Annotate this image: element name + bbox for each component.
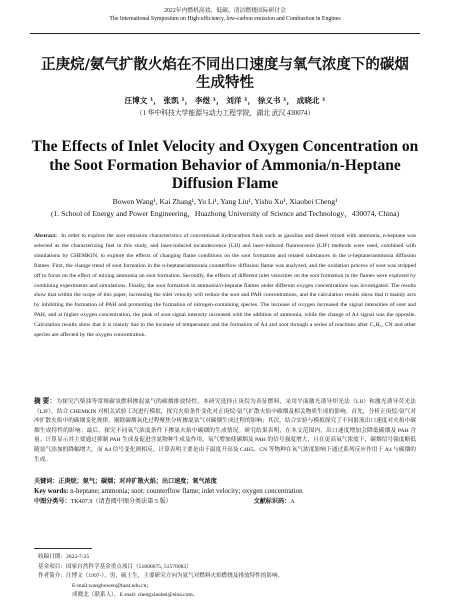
abstract-text-cn: 为探究汽柴油等常规碳氢燃料掺混氨气的碳烟排放特性，本研究选择正庚烷为表征燃料，采用平面激光诱导炽光法（LII）和激光诱导荧光法（LIF），结合 CHEMKIN 对相关试验工况进行模拟，探究火焰条件变化对正庚烷/氨气扩散火焰中碳烟及相关物质生成的影响。首先，分析正庚烷/氨气对冲扩散火焰中的碳烟变化规律，剔除碳烟氧化过程聚焦分析掺混氨气对碳烟生成过程的影响；其次，结合实验与模拟探究了不同射流出口速度对火焰中碳烟生成特性的影响；最后，探究不同氧气浓度条件下掺氨火焰中碳烟的生成情况。研究结果表明，在本文范围内，出口速度增加会降低碳烟及 PAH 含量。计算显示其主要通过抑制 PAH 生成及促进含氮物种生成及作用。氧气增加使碳烟及 PAH 的信号强度增大，且在更高氧气浓度下，碳烟信号强度略低随氨气添加的降幅增大，而 A4 信号变化则相反。计算表明主要是由于温度升高及 C4H5、CN 等物种在氧气浓度影响下通过系列反应作用于 A4 与碳烟的生成。 [34,399,416,463]
keywords-label-cn: 关键词： [34,478,59,485]
footnote-author-bio: 作者简介：汪博文（1997-），男，硕士生，主要研究方向为氨气对燃料火焰燃烧及排放特性的影响。 [38,573,284,579]
class-number-label: 中图分类号： [34,499,71,505]
header-divider [30,33,420,34]
abstract-text: In order to explore the soot emission characteristics of conventional hydrocarbon fuels such as gasoline and diesel mixed with ammonia, n-heptane was selected as the characterizing fuel in this study, and laser-induced incandescence (LII) and laser-induced fluorescence (LIF) methods were used, combined with simulations by CHEMKIN, to explore the effects of changing flame conditions on the soot formation and related substances in the n-heptane/ammonia diffusion flames. First, the change trend of soot formation in the n-heptane/ammonia counterflow diffusion flame was analyzed, and the oxidation process of soot was stripped off to focus on the effect of mixing ammonia on soot formation. Secondly, the effects of different inlet velocities on the soot formation in the flames were explored by combining experiments and simulations. Finally, the soot formation in ammonia/n-heptane flames under different oxygen concentrations was investigated. The results show that within the scope of this paper, increasing the inlet velocity will reduce the soot and PAH concentrations, and the calculation results show that it mainly acts by inhibiting the formation of PAH and promoting the formation of nitrogen-containing species. The increase of oxygen increased the signal intensities of soot and PAH, and at higher oxygen concentration, the peak of soot signal intensity increased with the addition of ammonia, while the change of A4 signal was the opposite. Calculation results show that it is mainly due to the increase of temperature and the formation of A4 and soot through a series of reactions after C₄H₅, CN and other species are affected by the oxygen concentration. [34,233,416,339]
footnote-divider [34,548,92,549]
classification-line [34,498,416,507]
footnote-received: 收稿日期：2022-7-25 [38,554,90,560]
keywords-value-en: n-heptane; ammonia; soot; counterflow flame; inlet velocity; oxygen concentration [70,487,303,495]
footnote-funding: 基金项目：国家自然科学基金重点项目（51806075, 51576083） [38,563,192,570]
abstract-label: Abstract: [34,233,58,239]
document-code-value: A [290,499,295,505]
footnote-email: E-mail:wangbowen@hust.edu.cn； [72,582,153,589]
paper-title-en: The Effects of Inlet Velocity and Oxygen Concentration on the Soot Formation Behavior of Ammonia/n-Heptane Diffusion Flame [31,138,419,192]
conference-header [0,7,450,23]
conference-title-cn: 2022年内燃机高效、低碳、清洁燃烧国际研讨会 [164,8,286,14]
keywords-label-en: Key words: [34,487,69,495]
document-code-label: 文献标识码： [253,499,291,505]
author-list-cn: 汪博文 ¹， 张凯 ¹， 李煜 ¹， 刘洋 ¹， 徐义书 ¹， 成晓北 ¹ [124,96,326,105]
affiliation-en: (1. School of Energy and Power Engineering，Huazhong University of Science and Technology，430074, China) [50,209,399,218]
class-number-value: TK407.9（请查阅中图分类法第 5 版） [70,499,172,505]
keywords-en [34,487,416,497]
footnote-contact: 成晓北（联系人），E-mail: chengxiaobei@sina.com。 [72,592,199,598]
footnotes [38,553,420,601]
author-list-en: Bowen Wang¹, Kai Zhang¹, Yu Li¹, Yang Liu¹, Yishu Xu¹, Xiaobei Cheng¹ [112,197,338,206]
abstract-cn [34,397,416,465]
keywords-value-cn: 正庚烷；氨气；碳烟；对冲扩散火焰；出口速度；氧气浓度 [58,478,217,485]
keywords-cn [34,477,416,486]
paper-title-cn: 正庚烷/氨气扩散火焰在不同出口速度与氧气浓度下的碳烟生成特性 [41,57,409,91]
abstract-en [34,232,416,341]
conference-title-en: The International Symposium on High-efficiency, low-carbon emission and Combustion in Engines [109,16,341,22]
abstract-label-cn: 摘 要： [34,398,57,405]
affiliation-cn: （1 华中科技大学能源与动力工程学院，湖北 武汉 430074） [135,110,315,117]
